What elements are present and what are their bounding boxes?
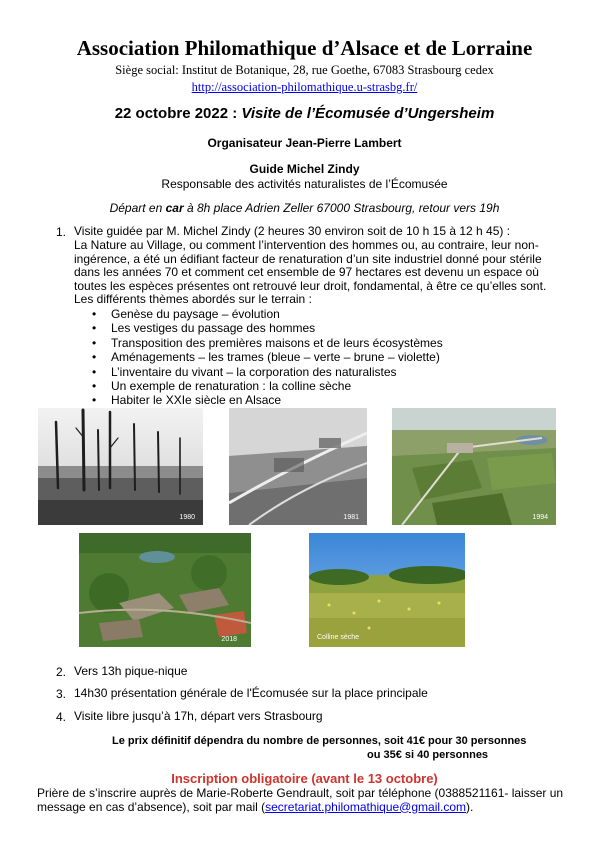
list-item: • L’inventaire du vivant – la corporation des naturalistes	[92, 365, 443, 379]
email-link[interactable]: secretariat.philomathique@gmail.com	[265, 799, 467, 814]
program-item-number: 4.	[56, 710, 67, 724]
price-line: Le prix définitif dépendra du nombre de personnes, soit 41€ pour 30 personnes	[112, 735, 527, 747]
departure-car: car	[165, 201, 184, 215]
departure-info	[0, 201, 609, 215]
photo-1980	[38, 408, 203, 525]
website-line	[0, 80, 609, 95]
themes-intro: Les différents thèmes abordés sur le terrain :	[74, 292, 312, 306]
list-item: • Genèse du paysage – évolution	[92, 307, 443, 321]
registration-text-after: ).	[466, 799, 474, 814]
photo-1994	[392, 408, 556, 525]
photo-caption: 2018	[221, 636, 237, 643]
organizer: Organisateur Jean-Pierre Lambert	[207, 136, 402, 150]
list-item: • Transposition des premières maisons et de leurs écosystèmes	[92, 336, 443, 350]
photo-2018	[79, 533, 251, 647]
program-item-text: Visite guidée par M. Michel Zindy (2 heures 30 environ soit de 10 h 15 à 12 h 45) :	[74, 224, 511, 238]
registration-text	[37, 787, 572, 814]
visit-heading	[0, 105, 609, 122]
photo-caption: Colline sèche	[317, 634, 360, 641]
photo-colline-seche	[309, 533, 465, 647]
program-item-text: Visite libre jusqu’à 17h, départ vers Strasbourg	[74, 709, 323, 723]
registration-text-before: Prière de s’inscrire auprès de Marie-Roberte Gendrault, soit par téléphone (0388521161- laisser un message en cas d’absence), soit par mail (	[37, 786, 564, 814]
program-item-number: 3.	[56, 687, 67, 701]
program-item-text: Vers 13h pique-nique	[74, 664, 188, 678]
guide-role: Responsable des activités naturalistes de l’Écomusée	[161, 177, 448, 191]
website-link[interactable]: http://association-philomathique.u-strasbg.fr/	[191, 80, 418, 94]
visit-date: 22 octobre 2022 :	[114, 105, 242, 122]
program-item-number: 1.	[56, 225, 67, 239]
departure-pre: Départ en	[109, 201, 166, 215]
list-item: • Un exemple de renaturation : la colline sèche	[92, 379, 443, 393]
list-item: • Aménagements – les trames (bleue – verte – brune – violette)	[92, 350, 443, 364]
registration-title: Inscription obligatoire (avant le 13 octobre)	[171, 771, 438, 786]
themes-list	[92, 307, 443, 408]
head-office-address: Siège social: Institut de Botanique, 28, rue Goethe, 67083 Strasbourg cedex	[115, 63, 494, 77]
price-line-alt: ou 35€ si 40 personnes	[367, 749, 489, 761]
photo-1981	[229, 408, 367, 525]
program-item-text: 14h30 présentation générale de l'Écomusée sur la place principale	[74, 686, 428, 700]
program-description: La Nature au Village, ou comment l’intervention des hommes ou, au contraire, leur non-ingérence, a été un édifiant facteur de renaturation d’un site industriel donné pour stérile dans les années 70 et comment cet ensemble de 97 hectares est devenu un espace où toutes les espèces présentes ont retrouvé leur droit, fondamental, à être ce qu’elles sont.	[74, 238, 547, 293]
association-title: Association Philomathique d’Alsace et de Lorraine	[76, 36, 533, 60]
list-item: • Habiter le XXIe siècle en Alsace	[92, 393, 443, 407]
photo-caption: 1980	[179, 514, 195, 521]
guide-name: Guide Michel Zindy	[249, 162, 360, 176]
list-item: • Les vestiges du passage des hommes	[92, 321, 443, 335]
visit-name: Visite de l’Écomusée d’Ungersheim	[241, 105, 495, 122]
departure-post: à 8h place Adrien Zeller 67000 Strasbourg, retour vers 19h	[183, 201, 500, 215]
photo-caption: 1981	[343, 514, 359, 521]
program-item-number: 2.	[56, 665, 67, 679]
photo-caption: 1994	[532, 514, 548, 521]
